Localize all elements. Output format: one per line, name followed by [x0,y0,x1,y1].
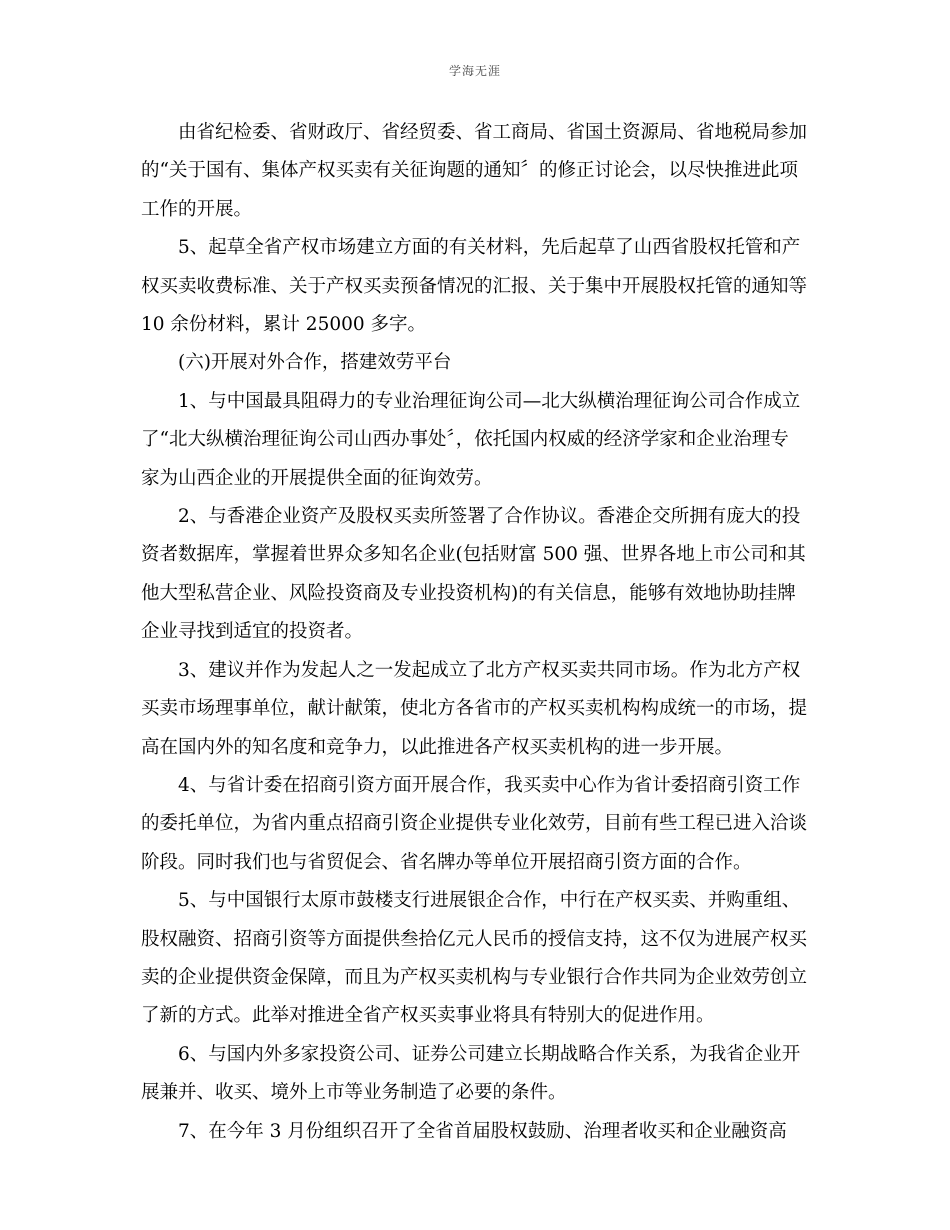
section-heading [141,344,816,382]
text-line: 高在国内外的知名度和竞争力，以此推进各产权买卖机构的进一步开展。 [141,736,734,758]
text-line: 1、与中国最具阻碍力的专业治理征询公司—北大纵横治理征询公司合作成立 [178,390,801,412]
paragraph [141,767,816,882]
paragraph [141,229,816,344]
page-header: 学海无涯 [448,64,501,78]
document-body [141,114,816,1151]
text-line: 7、在今年 3 月份组织召开了全省首届股权鼓励、治理者收买和企业融资高 [178,1120,787,1142]
text-line: 3、建议并作为发起人之一发起成立了北方产权买卖共同市场。作为北方产权 [178,659,801,681]
paragraph [141,652,816,767]
text-line: 卖的企业提供资金保障，而且为产权买卖机构与专业银行合作共同为企业效劳创立 [141,966,808,988]
text-line: 权买卖收费标准、关于产权买卖预备情况的汇报、关于集中开展股权托管的通知等 [141,275,808,297]
text-line: 股权融资、招商引资等方面提供叁拾亿元人民币的授信支持，这不仅为进展产权买 [141,928,808,950]
text-line: 4、与省计委在招商引资方面开展合作，我买卖中心作为省计委招商引资工作 [178,774,801,796]
text-line: 阶段。同时我们也与省贸促会、省名牌办等单位开展招商引资方面的合作。 [141,851,752,873]
text-line: 买卖市场理事单位，献计献策，使北方各省市的产权买卖机构构成统一的市场，提 [141,698,808,720]
text-line: 他大型私营企业、风险投资商及专业投资机构)的有关信息，能够有效地协助挂牌 [141,582,796,604]
text-line: 2、与香港企业资产及股权买卖所签署了合作协议。香港企交所拥有庞大的投 [178,506,801,528]
text-line: 企业寻找到适宜的投资者。 [141,621,364,643]
paragraph [141,114,816,229]
text-line: 了新的方式。此举对推进全省产权买卖事业将具有特别大的促进作用。 [141,1005,715,1027]
text-line: 家为山西企业的开展提供全面的征询效劳。 [141,467,493,489]
text-line: 展兼并、收买、境外上市等业务制造了必要的条件。 [141,1082,567,1104]
text-line: 的委托单位，为省内重点招商引资企业提供专业化效劳，目前有些工程已进入洽谈 [141,813,808,835]
text-line: (六)开展对外合作，搭建效劳平台 [178,352,452,374]
text-line: 由省纪检委、省财政厅、省经贸委、省工商局、省国土资源局、省地税局参加 [178,122,808,143]
paragraph [141,1036,816,1113]
text-line: 的“关于国有、集体产权买卖有关征询题的通知〞的修正讨论会，以尽快推进此项 [141,160,798,182]
paragraph [141,383,816,498]
paragraph [141,882,816,1036]
text-line: 6、与国内外多家投资公司、证券公司建立长期战略合作关系，为我省企业开 [178,1043,801,1065]
text-line: 工作的开展。 [141,198,253,220]
text-line: 10 余份材料，累计 25000 多字。 [141,314,427,336]
paragraph [141,498,816,652]
text-line: 5、与中国银行太原市鼓楼支行进展银企合作，中行在产权买卖、并购重组、 [178,890,801,912]
text-line: 资者数据库，掌握着世界众多知名企业(包括财富 500 强、世界各地上市公司和其 [141,544,806,566]
text-line: 5、起草全省产权市场建立方面的有关材料，先后起草了山西省股权托管和产 [178,237,801,259]
text-line: 了“北大纵横治理征询公司山西办事处〞，依托国内权威的经济学家和企业治理专 [141,429,789,451]
paragraph [141,1113,816,1151]
